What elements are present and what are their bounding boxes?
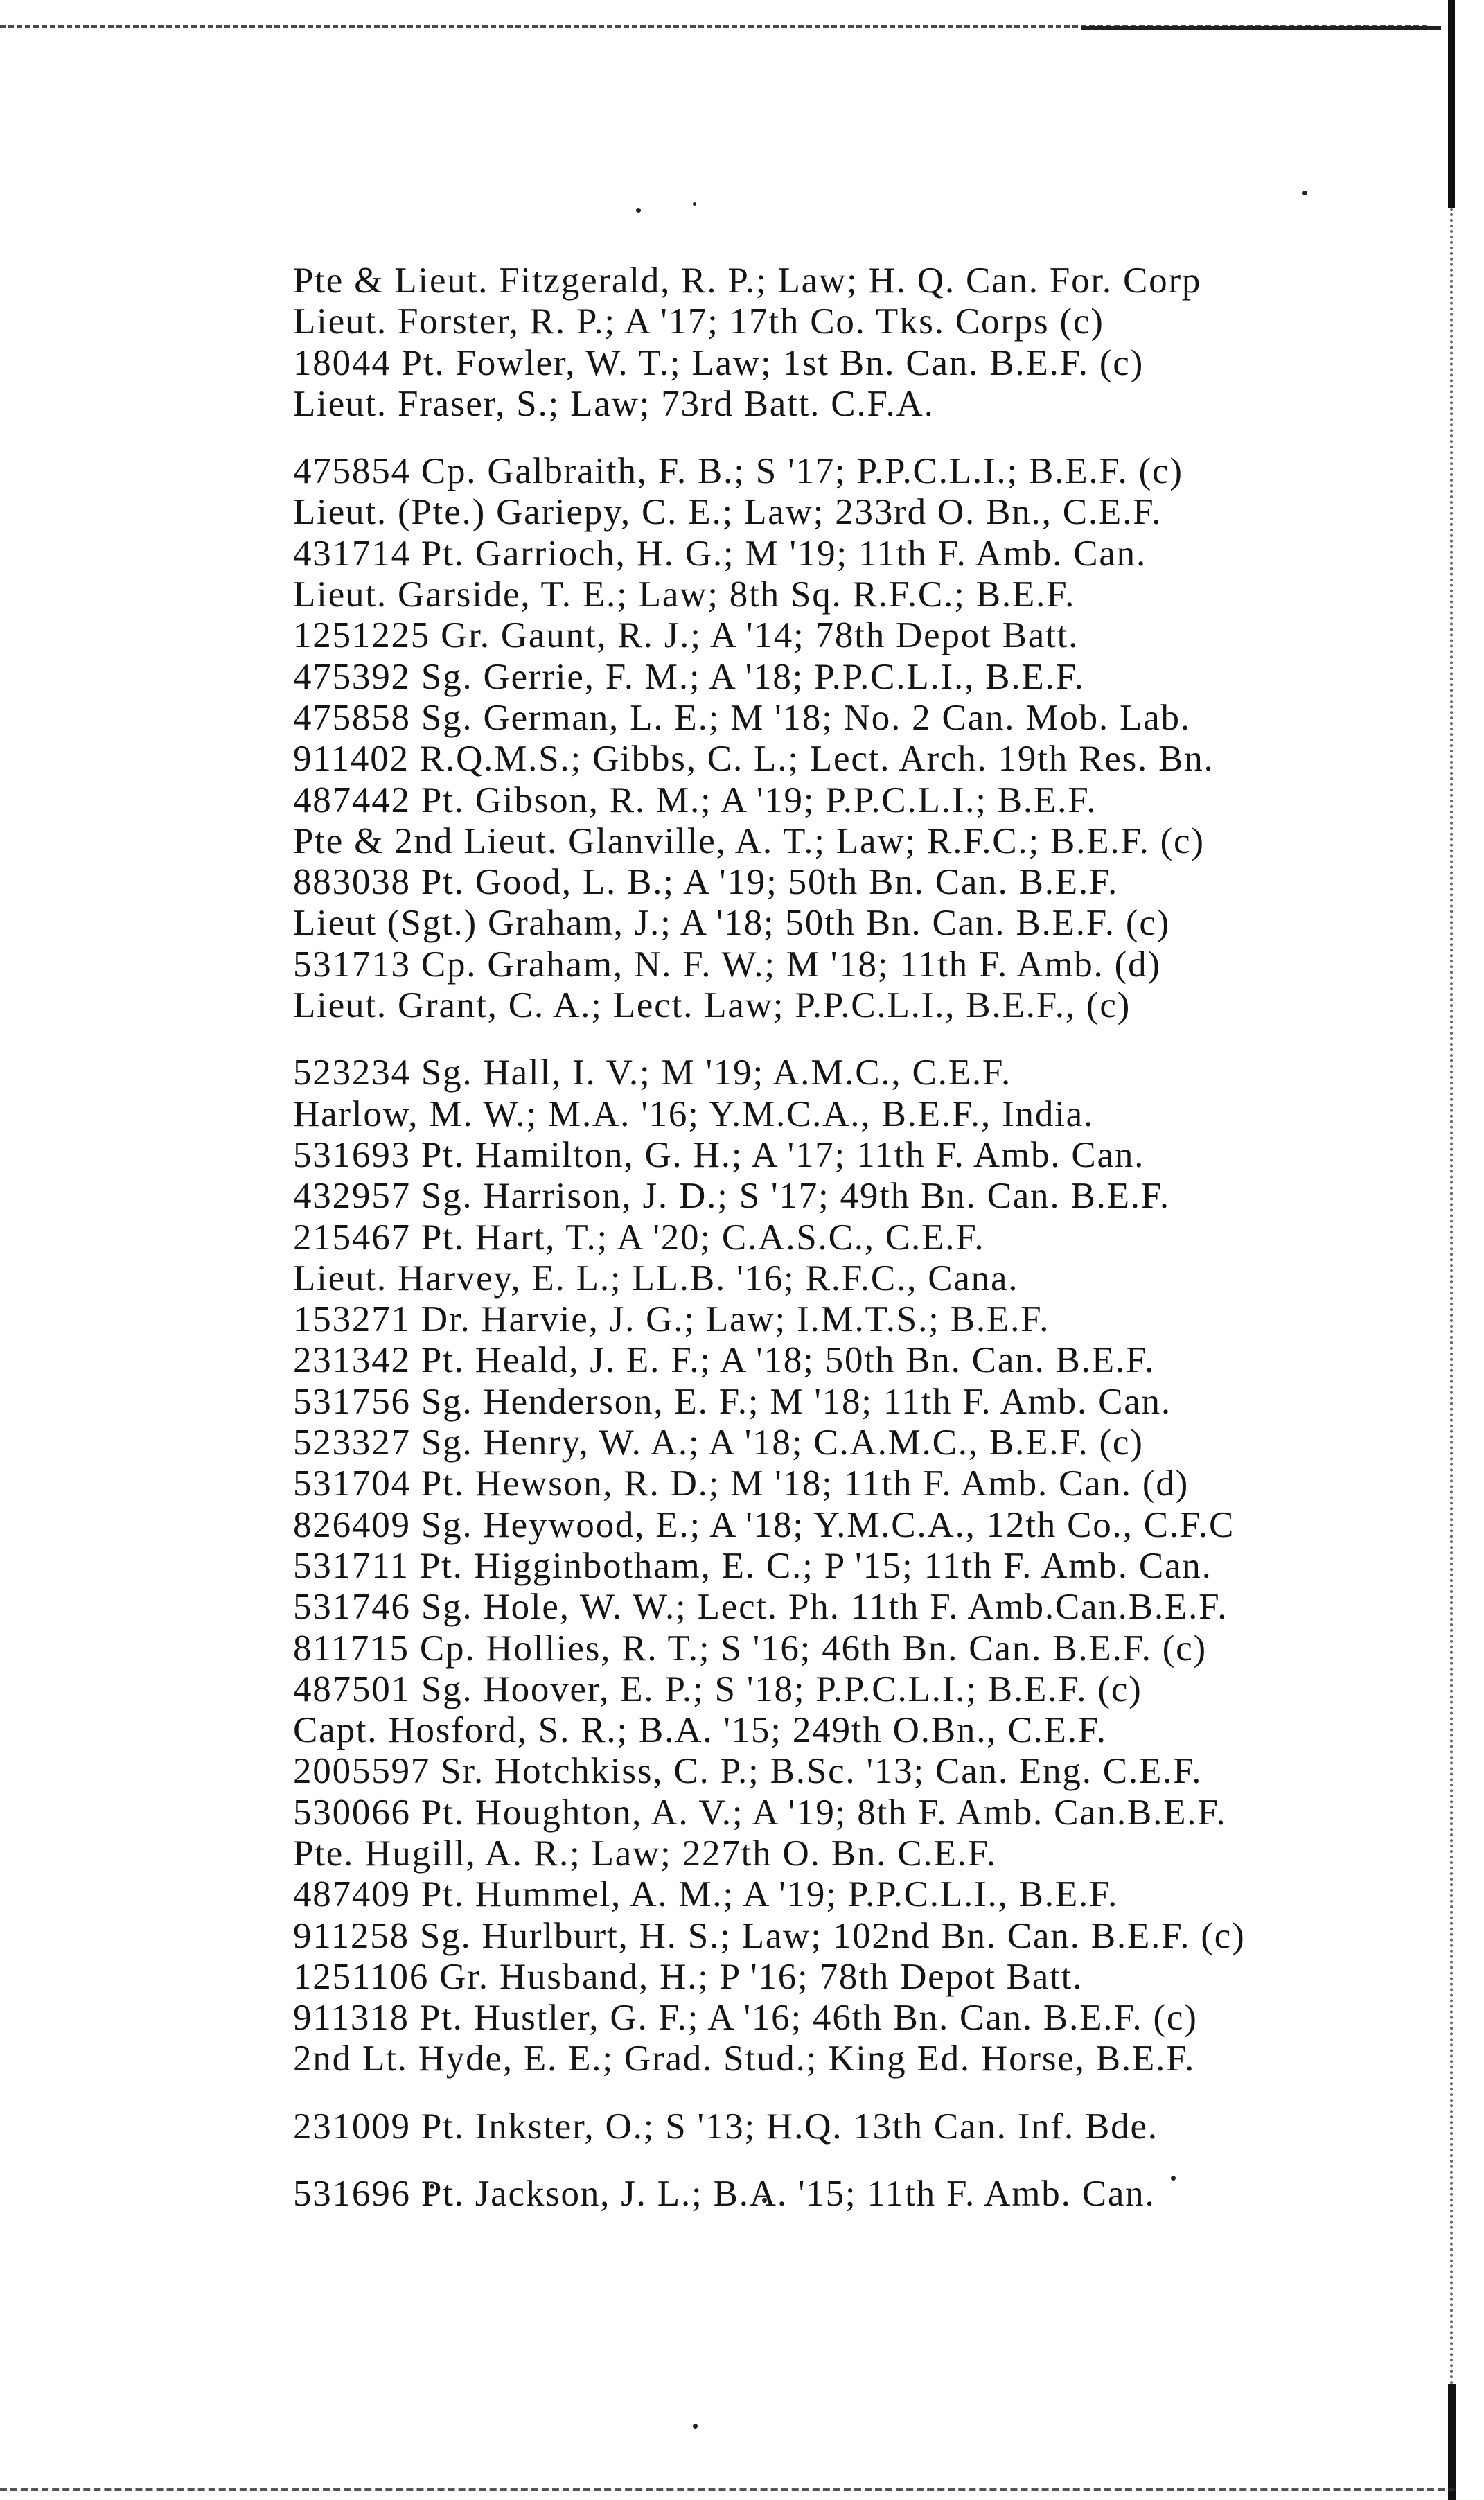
roster-entry: Lieut. Garside, T. E.; Law; 8th Sq. R.F.C.; B.E.F. (293, 574, 1076, 615)
roster-entry: 18044 Pt. Fowler, W. T.; Law; 1st Bn. Can. B.E.F. (c) (293, 342, 1145, 383)
roster-entry: 487442 Pt. Gibson, R. M.; A '19; P.P.C.L.I.; B.E.F. (293, 780, 1097, 820)
roster-entry: 475392 Sg. Gerrie, F. M.; A '18; P.P.C.L.I., B.E.F. (293, 656, 1085, 697)
roster-entry: 826409 Sg. Heywood, E.; A '18; Y.M.C.A., 12th Co., C.F.C (293, 1504, 1235, 1545)
scan-edge-dots (1450, 208, 1456, 2425)
roster-entry: 530066 Pt. Houghton, A. V.; A '19; 8th F. Amb. Can.B.E.F. (293, 1792, 1227, 1833)
roster-entry: 531711 Pt. Higginbotham, E. C.; P '15; 11th F. Amb. Can. (293, 1545, 1212, 1586)
roster-entry: 531746 Sg. Hole, W. W.; Lect. Ph. 11th F. Amb.Can.B.E.F. (293, 1587, 1228, 1628)
roster-entry: 153271 Dr. Harvie, J. G.; Law; I.M.T.S.; B.E.F. (293, 1299, 1050, 1340)
roster-entry: 487409 Pt. Hummel, A. M.; A '19; P.P.C.L.I., B.E.F. (293, 1874, 1119, 1915)
roster-entry: 531704 Pt. Hewson, R. D.; M '18; 11th F. Amb. Can. (d) (293, 1463, 1190, 1504)
roster-group-i (293, 2106, 1402, 2147)
roster-entry: Pte & Lieut. Fitzgerald, R. P.; Law; H. Q. Can. For. Corp (293, 261, 1202, 301)
scan-speck (693, 2424, 698, 2429)
scan-top-edge-mark (1081, 26, 1441, 30)
roster-entry: Pte. Hugill, A. R.; Law; 227th O. Bn. C.E.F. (293, 1833, 997, 1874)
roster-entry: Lieut. Grant, C. A.; Lect. Law; P.P.C.L.I., B.E.F., (c) (293, 985, 1131, 1026)
roster-entry: 231009 Pt. Inkster, O.; S '13; H.Q. 13th Can. Inf. Bde. (293, 2106, 1158, 2147)
roster-entry: 431714 Pt. Garrioch, H. G.; M '19; 11th F. Amb. Can. (293, 533, 1147, 574)
section-gap (293, 425, 1402, 451)
roster-list (293, 261, 1402, 2215)
scan-bottom-edge (0, 2488, 1455, 2491)
roster-entry: Pte & 2nd Lieut. Glanville, A. T.; Law; R.F.C.; B.E.F. (c) (293, 820, 1205, 861)
roster-entry: 487501 Sg. Hoover, E. P.; S '18; P.P.C.L.I.; B.E.F. (c) (293, 1669, 1142, 1709)
roster-entry: 523327 Sg. Henry, W. A.; A '18; C.A.M.C., B.E.F. (c) (293, 1423, 1144, 1463)
scan-speck (693, 202, 696, 206)
roster-entry: 231342 Pt. Heald, J. E. F.; A '18; 50th Bn. Can. B.E.F. (293, 1340, 1156, 1381)
roster-entry: 432957 Sg. Harrison, J. D.; S '17; 49th Bn. Can. B.E.F. (293, 1176, 1170, 1217)
roster-entry: 2nd Lt. Hyde, E. E.; Grad. Stud.; King Ed. Horse, B.E.F. (293, 2039, 1196, 2079)
roster-entry: 911258 Sg. Hurlburt, H. S.; Law; 102nd Bn. Can. B.E.F. (c) (293, 1915, 1246, 1956)
roster-entry: 1251225 Gr. Gaunt, R. J.; A '14; 78th Depot Batt. (293, 615, 1079, 656)
roster-entry: 911318 Pt. Hustler, G. F.; A '16; 46th Bn. Can. B.E.F. (c) (293, 1998, 1198, 2039)
roster-entry: 811715 Cp. Hollies, R. T.; S '16; 46th Bn. Can. B.E.F. (c) (293, 1628, 1207, 1669)
scan-right-edge (1448, 0, 1459, 2500)
roster-group-j (293, 2174, 1402, 2215)
roster-entry: 475854 Cp. Galbraith, F. B.; S '17; P.P.C.L.I.; B.E.F. (c) (293, 451, 1183, 492)
scan-speck (1302, 191, 1307, 195)
roster-entry: Lieut. (Pte.) Gariepy, C. E.; Law; 233rd O. Bn., C.E.F. (293, 492, 1163, 533)
roster-entry: 531756 Sg. Henderson, E. F.; M '18; 11th F. Amb. Can. (293, 1381, 1172, 1422)
section-gap (293, 2147, 1402, 2174)
roster-group-h (293, 1053, 1402, 2079)
roster-entry: 1251106 Gr. Husband, H.; P '16; 78th Depot Batt. (293, 1956, 1084, 1997)
roster-entry: Lieut. Fraser, S.; Law; 73rd Batt. C.F.A. (293, 383, 935, 424)
roster-entry: Harlow, M. W.; M.A. '16; Y.M.C.A., B.E.F., India. (293, 1093, 1095, 1134)
roster-entry: Lieut. Harvey, E. L.; LL.B. '16; R.F.C., Cana. (293, 1258, 1019, 1299)
roster-entry: 475858 Sg. German, L. E.; M '18; No. 2 Can. Mob. Lab. (293, 697, 1191, 738)
roster-entry: 531713 Cp. Graham, N. F. W.; M '18; 11th F. Amb. (d) (293, 944, 1161, 985)
roster-entry: 911402 R.Q.M.S.; Gibbs, C. L.; Lect. Arch. 19th Res. Bn. (293, 739, 1214, 780)
roster-group-f (293, 261, 1402, 425)
roster-group-g (293, 451, 1402, 1026)
scan-edge-mark-top (1448, 0, 1455, 208)
roster-entry: 531693 Pt. Hamilton, G. H.; A '17; 11th F. Amb. Can. (293, 1134, 1145, 1175)
section-gap (293, 1026, 1402, 1053)
scan-speck (636, 208, 641, 213)
roster-entry: 215467 Pt. Hart, T.; A '20; C.A.S.C., C.E.F. (293, 1217, 985, 1258)
roster-entry: 523234 Sg. Hall, I. V.; M '19; A.M.C., C.E.F. (293, 1053, 1012, 1093)
scan-edge-mark-bottom (1448, 2384, 1456, 2500)
roster-entry: Lieut. Forster, R. P.; A '17; 17th Co. Tks. Corps (c) (293, 301, 1104, 342)
roster-entry: 531696 Pt. Jackson, J. L.; B.A. '15; 11th F. Amb. Can. (293, 2174, 1156, 2215)
roster-entry: 883038 Pt. Good, L. B.; A '19; 50th Bn. Can. B.E.F. (293, 862, 1119, 903)
section-gap (293, 2080, 1402, 2106)
roster-entry: Lieut (Sgt.) Graham, J.; A '18; 50th Bn. Can. B.E.F. (c) (293, 903, 1171, 944)
roster-entry: Capt. Hosford, S. R.; B.A. '15; 249th O.Bn., C.E.F. (293, 1710, 1107, 1751)
roster-entry: 2005597 Sr. Hotchkiss, C. P.; B.Sc. '13; Can. Eng. C.E.F. (293, 1751, 1203, 1792)
